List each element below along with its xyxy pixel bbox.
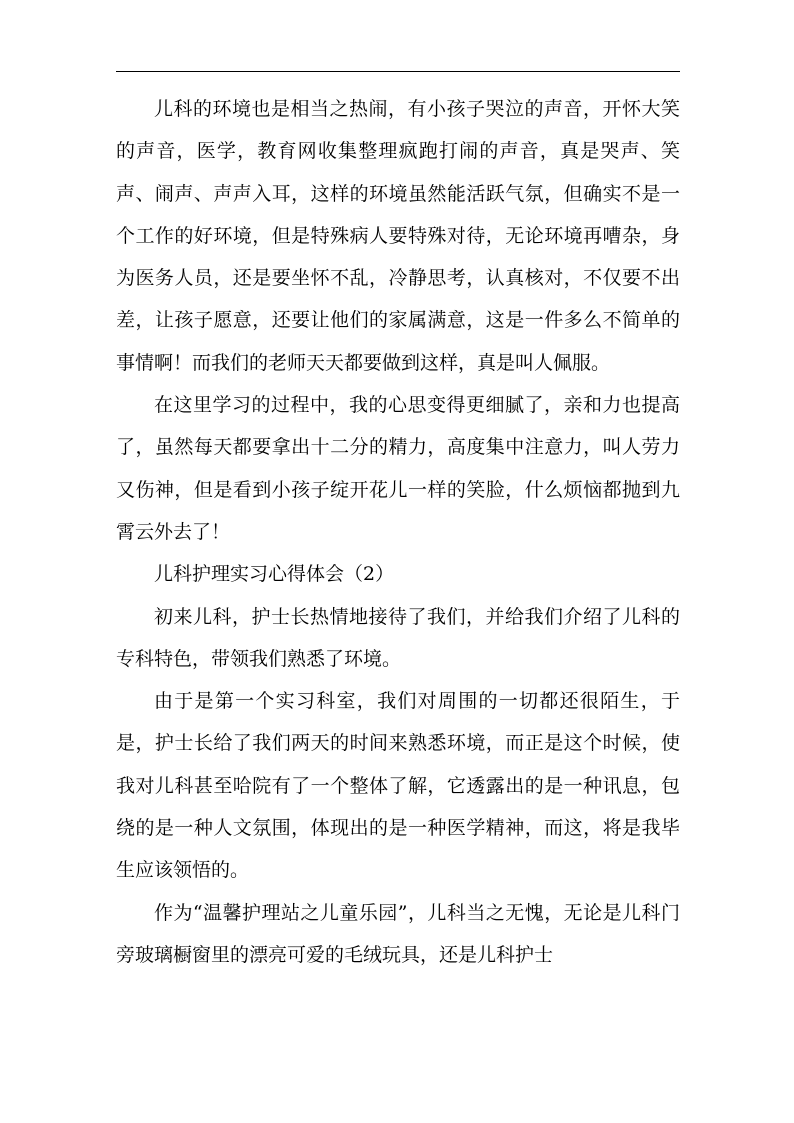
paragraph-3: 初来儿科，护士长热情地接待了我们，并给我们介绍了儿科的专科特色，带领我们熟悉了环境。	[116, 605, 680, 670]
header-rule	[116, 71, 680, 72]
document-body	[116, 88, 680, 976]
paragraph-2: 在这里学习的过程中，我的心思变得更细腻了，亲和力也提高了，虽然每天都要拿出十二分的精力，高度集中注意力，叫人劳力又伤神，但是看到小孩子绽开花儿一样的笑脸，什么烦恼都抛到九霄云外去了！	[116, 394, 680, 543]
paragraph-4: 由于是第一个实习科室，我们对周围的一切都还很陌生，于是，护士长给了我们两天的时间来熟悉环境，而正是这个时候，使我对儿科甚至哈院有了一个整体了解，它透露出的是一种讯息，包绕的是一种人文氛围，体现出的是一种医学精神，而这，将是我毕生应该领悟的。	[116, 690, 680, 882]
paragraph-1: 儿科的环境也是相当之热闹，有小孩子哭泣的声音，开怀大笑的声音，医学，教育网收集整理疯跑打闹的声音，真是哭声、笑声、闹声、声声入耳，这样的环境虽然能活跃气氛，但确实不是一个工作的好环境，但是特殊病人要特殊对待，无论环境再嘈杂，身为医务人员，还是要坐怀不乱，冷静思考，认真核对，不仅要不出差，让孩子愿意，还要让他们的家属满意，这是一件多么不简单的事情啊！而我们的老师天天都要做到这样，真是叫人佩服。	[116, 98, 680, 374]
section-title: 儿科护理实习心得体会（2）	[154, 563, 395, 586]
paragraph-5: 作为“温馨护理站之儿童乐园”，儿科当之无愧，无论是儿科门旁玻璃橱窗里的漂亮可爱的毛绒玩具，还是儿科护士	[116, 901, 680, 966]
